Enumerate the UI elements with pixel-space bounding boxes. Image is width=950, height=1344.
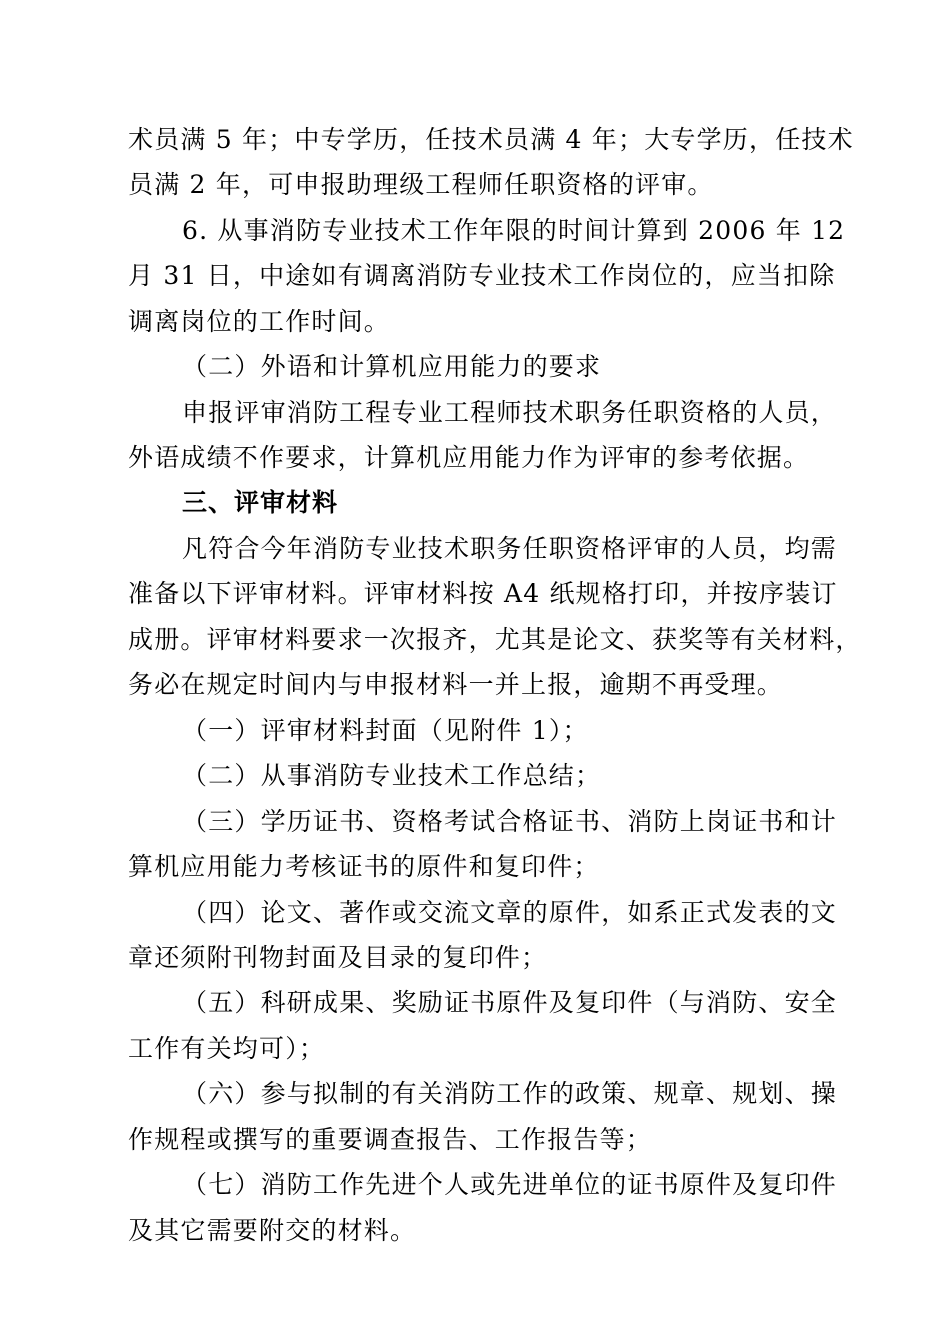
list-item: （二）从事消防专业技术工作总结； xyxy=(182,761,602,790)
text-line: 外语成绩不作要求，计算机应用能力作为评审的参考依据。 xyxy=(128,443,810,472)
section-subheading: （二）外语和计算机应用能力的要求 xyxy=(182,352,602,381)
text-line: 准备以下评审材料。评审材料按 A4 纸规格打印，并按序装订 xyxy=(128,579,838,608)
text-line: 工作有关均可）； xyxy=(128,1034,326,1063)
text-line: 6. 从事消防专业技术工作年限的时间计算到 2006 年 12 xyxy=(182,216,846,245)
text-line: 术员满 5 年；中专学历，任技术员满 4 年；大专学历，任技术 xyxy=(128,125,854,154)
text-line: 及其它需要附交的材料。 xyxy=(128,1216,417,1245)
text-line: 务必在规定时间内与申报材料一并上报，逾期不再受理。 xyxy=(128,670,784,699)
text-line: 申报评审消防工程专业工程师技术职务任职资格的人员， xyxy=(182,398,838,427)
list-item: （一）评审材料封面（见附件 1）； xyxy=(182,716,589,745)
list-item: （六）参与拟制的有关消防工作的政策、规章、规划、操 xyxy=(182,1079,838,1108)
text-line: 凡符合今年消防专业技术职务任职资格评审的人员，均需 xyxy=(182,534,838,563)
section-heading: 三、评审材料 xyxy=(182,488,339,517)
list-item: （七）消防工作先进个人或先进单位的证书原件及复印件 xyxy=(182,1170,838,1199)
text-line: 章还须附刊物封面及目录的复印件； xyxy=(128,943,548,972)
text-line: 作规程或撰写的重要调查报告、工作报告等； xyxy=(128,1125,653,1154)
list-item: （三）学历证书、资格考试合格证书、消防上岗证书和计 xyxy=(182,807,838,836)
text-line: 成册。评审材料要求一次报齐，尤其是论文、获奖等有关材料， xyxy=(128,625,862,654)
text-line: 员满 2 年，可申报助理级工程师任职资格的评审。 xyxy=(128,170,714,199)
text-line: 月 31 日，中途如有调离消防专业技术工作岗位的，应当扣除 xyxy=(128,261,836,290)
text-line: 调离岗位的工作时间。 xyxy=(128,307,391,336)
list-item: （五）科研成果、奖励证书原件及复印件（与消防、安全 xyxy=(182,988,838,1017)
text-line: 算机应用能力考核证书的原件和复印件； xyxy=(128,852,600,881)
list-item: （四）论文、著作或交流文章的原件，如系正式发表的文 xyxy=(182,898,838,927)
